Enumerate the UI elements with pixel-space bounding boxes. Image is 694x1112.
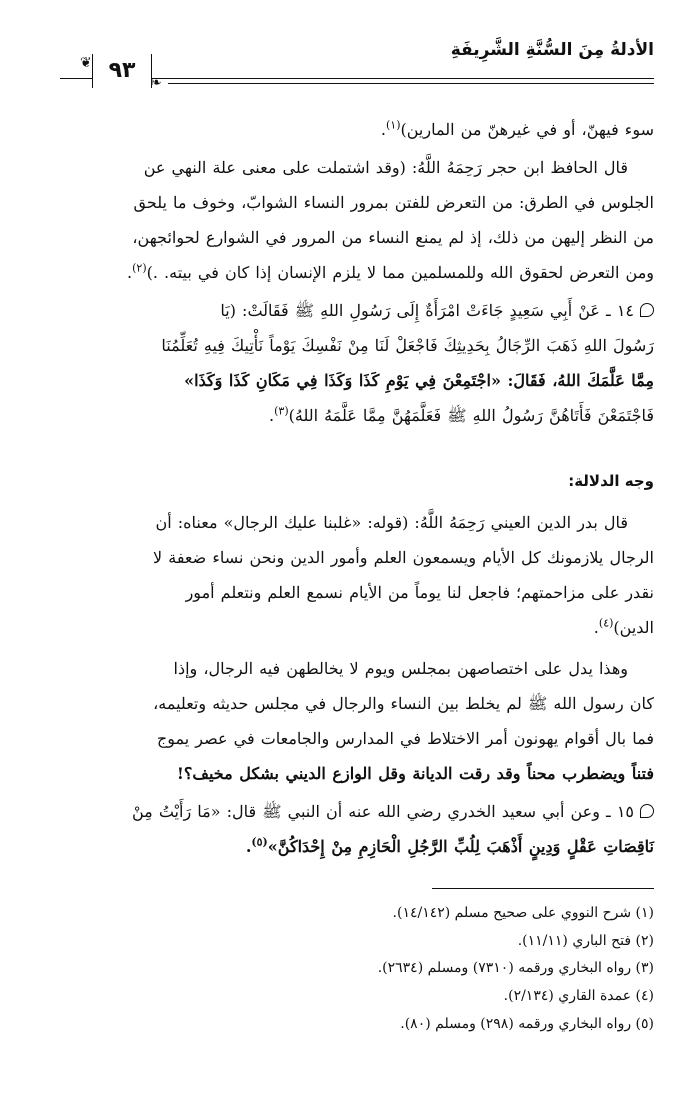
- footnote: (٢) فتح الباري (١١/١١).: [517, 933, 654, 949]
- hadith-marker-icon: [640, 303, 654, 317]
- text-line: فما بال أقوام يهونون أمر الاختلاط في المدارس والجامعات في عصر يموج: [156, 729, 654, 748]
- text-line: فتناً ويضطرب محناً وقد رقت الديانة وقل الوازع الديني بشكل مخيف؟!: [176, 764, 654, 783]
- footnote-ref: (١): [385, 118, 401, 132]
- text-line: الرجال يلازمونك كل الأيام ويسمعون العلم وأمور الدين ونحن نساء ضعفة لا: [153, 548, 654, 567]
- paragraph-continuation: سوء فيهنّ، أو في غيرهنّ من المارين)$^{(١)}$.: [380, 118, 654, 139]
- hadith-marker-icon: [640, 804, 654, 818]
- text-line: فَاجْتَمَعْنَ فَأَتَاهُنَّ رَسُولُ اللهِ ﷺ فَعَلَّمَهُنَّ مِمَّا عَلَّمَهُ اللهُ): [288, 406, 654, 425]
- paragraph-al-ayni: قال بدر الدين العيني رَحِمَهُ اللَّهُ: (قوله: «غلبنا عليك الرجال» معناه: أن الرجال يلازمونك كل الأيام ويسمعون العلم وأمور الدين ونحن نساء ضعفة لا نقدر على مزاحمتهم؛ فاجعل لنا يوماً من الأيام نسمع العلم ونتعلم أمور الدين)$^{(٤)}$.: [38, 505, 654, 645]
- text-line: قال بدر الدين العيني رَحِمَهُ اللَّهُ: (قوله: «غلبنا عليك الرجال» معناه: أن: [155, 513, 628, 532]
- footnote-ref: (٢): [132, 261, 147, 275]
- text-line: سوء فيهنّ، أو في غيرهنّ من المارين): [400, 120, 654, 139]
- page-number: ٩٣: [92, 54, 152, 88]
- leaf-ornament-icon: ❧: [150, 75, 162, 91]
- hadith-15: ١٥ ـ وعن أبي سعيد الخدري رضي الله عنه أن النبي ﷺ قال: «مَا رَأَيْتُ مِنْ نَاقِصَاتِ عَقْلٍ وَدِينٍ أَذْهَبَ لِلُبِّ الرَّجُلِ الْحَازِمِ مِنْ إِحْدَاكُنَّ»$^{(٥)}$.: [132, 802, 654, 856]
- hadith-14: ١٤ ـ عَنْ أَبِي سَعِيدٍ جَاءَتْ امْرَأَةٌ إِلَى رَسُولِ اللهِ ﷺ فَقَالَتْ: (يَا رَسُولَ اللهِ ذَهَبَ الرِّجَالُ بِحَدِيثِكَ فَاجْعَلْ لَنَا مِنْ نَفْسِكَ يَوْماً نَأْتِيكَ فِيهِ تُعَلِّمُنَا مِمَّا عَلَّمَكَ اللهُ، فَقَالَ: «اجْتَمِعْنَ فِي يَوْمِ كَذَا وَكَذَا فِي مَكَانِ كَذَا وَكَذَا» فَاجْتَمَعْنَ فَأَتَاهُنَّ رَسُولُ اللهِ ﷺ فَعَلَّمَهُنَّ مِمَّا عَلَّمَهُ اللهُ)$^{(٣)}$.: [38, 293, 654, 433]
- text-line: الدين): [613, 618, 654, 637]
- text-line: من النظر إليهن من ذلك، إذ لم يمنع النساء من المرور في الشوارع لحوائجهن،: [132, 228, 654, 247]
- footnote-ref: (٤): [598, 616, 614, 630]
- text-line: قال الحافظ ابن حجر رَحِمَهُ اللَّهُ: (وقد اشتملت على معنى علة النهي عن: [143, 158, 628, 177]
- text-line: وهذا يدل على اختصاصهن بمجلس ويوم لا يخالطهن فيه الرجال، وإذا: [173, 659, 628, 678]
- footnote: (١) شرح النووي على صحيح مسلم (١٤/١٤٢).: [392, 905, 654, 921]
- paragraph-ibn-hajar: قال الحافظ ابن حجر رَحِمَهُ اللَّهُ: (وقد اشتملت على معنى علة النهي عن الجلوس في الطرق: من التعرض للفتن بمرور النساء الشوابّ، وخوف ما يلحق من النظر إليهن من ذلك، إذ لم يمنع النساء من المرور في الشوارع لحوائجهن، ومن التعرض لحقوق الله وللمسلمين مما لا يلزم الإنسان إذا كان في بيته. .)$^{(٢)}$.: [38, 150, 654, 290]
- text-line: نَاقِصَاتِ عَقْلٍ وَدِينٍ أَذْهَبَ لِلُبِّ الرَّجُلِ الْحَازِمِ مِنْ إِحْدَاكُنَّ»: [267, 837, 654, 856]
- text-line: ١٤ ـ عَنْ أَبِي سَعِيدٍ جَاءَتْ امْرَأَةٌ إِلَى رَسُولِ اللهِ ﷺ فَقَالَتْ: (يَا: [220, 301, 634, 320]
- text-line: مِمَّا عَلَّمَكَ اللهُ، فَقَالَ: «اجْتَمِعْنَ فِي يَوْمِ كَذَا وَكَذَا فِي مَكَانِ كَذَا وَكَذَا»: [184, 371, 654, 390]
- footnote: (٤) عمدة القاري (٢/١٣٤).: [503, 988, 654, 1004]
- footnote-separator: [432, 888, 654, 889]
- footnote-ref: (٣): [274, 404, 289, 418]
- text-line: رَسُولَ اللهِ ذَهَبَ الرِّجَالُ بِحَدِيثِكَ فَاجْعَلْ لَنَا مِنْ نَفْسِكَ يَوْماً نَأْتِيكَ فِيهِ تُعَلِّمُنَا: [161, 336, 654, 355]
- header-rule-inner: [168, 83, 654, 84]
- paragraph-commentary: [38, 651, 654, 791]
- text-line: نقدر على مزاحمتهم؛ فاجعل لنا يوماً من الأيام نسمع العلم ونتعلم أمور: [185, 583, 654, 602]
- footnote-ref: (٥): [251, 835, 268, 849]
- text-line: الجلوس في الطرق: من التعرض للفتن بمرور النساء الشوابّ، وخوف ما يلحق: [133, 193, 654, 212]
- section-heading: وجه الدلالة:: [568, 472, 654, 490]
- text-line: ومن التعرض لحقوق الله وللمسلمين مما لا يلزم الإنسان إذا كان في بيته. .): [146, 263, 654, 282]
- running-header-title: الأدلةُ مِنَ السُّنَّةِ الشَّرِيفَةِ: [450, 40, 654, 60]
- leaf-ornament-icon: ❦: [80, 55, 92, 71]
- footnote: (٣) رواه البخاري ورقمه (٧٣١٠) ومسلم (٢٦٣٤).: [377, 960, 654, 976]
- text-line: ١٥ ـ وعن أبي سعيد الخدري رضي الله عنه أن النبي ﷺ قال: «مَا رَأَيْتُ مِنْ: [132, 802, 634, 821]
- text-line: كان رسول الله ﷺ لم يخلط بين النساء والرجال في مجلس حديثه وتعليمه،: [153, 694, 654, 713]
- footnote: (٥) رواه البخاري ورقمه (٢٩٨) ومسلم (٨٠).: [400, 1016, 654, 1032]
